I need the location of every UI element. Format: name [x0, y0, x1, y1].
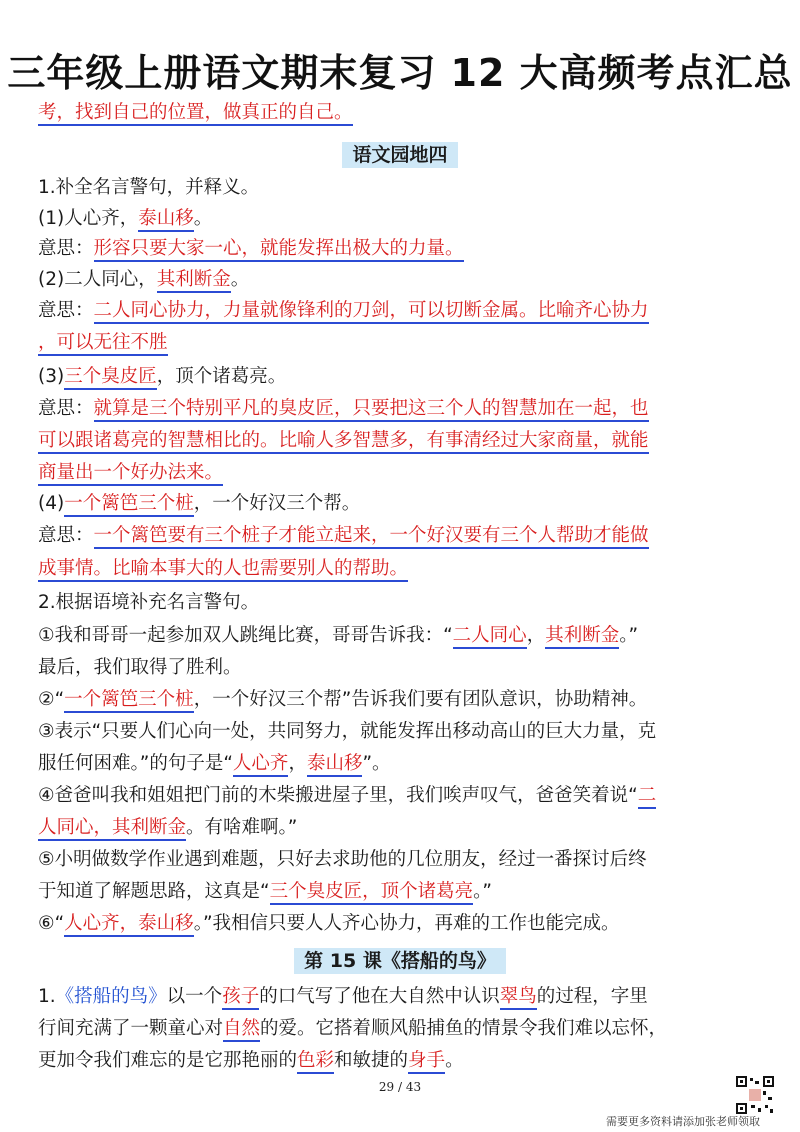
meaning-line: ，可以无往不胜 [38, 330, 168, 356]
exercise-line: ②“一个篱笆三个桩，一个好汉三个帮”告诉我们要有团队意识，协助精神。 [38, 687, 647, 713]
answer-line: (2)二人同心，其利断金。 [38, 267, 249, 293]
exercise-line: 服任何困难。”的句子是“人心齐，泰山移”。 [38, 751, 391, 777]
exercise-line: 最后，我们取得了胜利。 [38, 657, 242, 678]
exercise-line: 人同心，其利断金。有啥难啊。” [38, 815, 297, 841]
footer-note: 需要更多资料请添加张老师领取 [606, 1115, 760, 1128]
section-heading: 第 15 课《搭船的鸟》 [0, 946, 800, 973]
question-heading: 2.根据语境补充名言警句。 [38, 592, 260, 613]
exercise-line: ⑥“人心齐，泰山移。”我相信只要人人齐心协力，再难的工作也能完成。 [38, 911, 620, 937]
exercise-line: ①我和哥哥一起参加双人跳绳比赛，哥哥告诉我：“二人同心，其利断金。” [38, 623, 638, 649]
text-line: 考，找到自己的位置，做真正的自己。 [38, 100, 353, 126]
meaning-line: 商量出一个好办法来。 [38, 460, 223, 486]
meaning-line: 意思：一个篱笆要有三个桩子才能立起来，一个好汉要有三个人帮助才能做 [38, 523, 649, 549]
paragraph-line: 行间充满了一颗童心对自然的爱。它搭着顺风船捕鱼的情景令我们难以忘怀， [38, 1016, 667, 1042]
answer-line: (4)一个篱笆三个桩，一个好汉三个帮。 [38, 491, 360, 517]
exercise-line: ⑤小明做数学作业遇到难题，只好去求助他的几位朋友，经过一番探讨后终 [38, 849, 647, 870]
exercise-line: ④爸爸叫我和姐姐把门前的木柴搬进屋子里，我们唉声叹气，爸爸笑着说“二 [38, 783, 656, 809]
question-heading: 1.补全名言警句，并释义。 [38, 177, 260, 198]
meaning-line: 意思：形容只要大家一心，就能发挥出极大的力量。 [38, 236, 464, 262]
paragraph-line: 1.《搭船的鸟》以一个孩子的口气写了他在大自然中认识翠鸟的过程，字里 [38, 984, 648, 1010]
exercise-line: ③表示“只要人们心向一处，共同努力，就能发挥出移动高山的巨大力量，克 [38, 721, 657, 742]
paragraph-line: 更加令我们难忘的是它那艳丽的色彩和敏捷的身手。 [38, 1048, 464, 1074]
qr-code-icon [735, 1075, 775, 1115]
page-number: 29 / 43 [378, 1080, 422, 1094]
answer-line: (3)三个臭皮匠，顶个诸葛亮。 [38, 364, 286, 390]
meaning-line: 意思：二人同心协力，力量就像锋利的刀剑，可以切断金属。比喻齐心协力 [38, 298, 649, 324]
section-heading: 语文园地四 [0, 140, 800, 167]
exercise-line: 于知道了解题思路，这真是“三个臭皮匠，顶个诸葛亮。” [38, 879, 492, 905]
meaning-line: 意思：就算是三个特别平凡的臭皮匠，只要把这三个人的智慧加在一起，也 [38, 396, 649, 422]
page-title: 三年级上册语文期末复习 12 大高频考点汇总 [7, 51, 793, 95]
answer-line: (1)人心齐，泰山移。 [38, 206, 212, 232]
meaning-line: 成事情。比喻本事大的人也需要别人的帮助。 [38, 556, 408, 582]
meaning-line: 可以跟诸葛亮的智慧相比的。比喻人多智慧多，有事清经过大家商量，就能 [38, 428, 649, 454]
